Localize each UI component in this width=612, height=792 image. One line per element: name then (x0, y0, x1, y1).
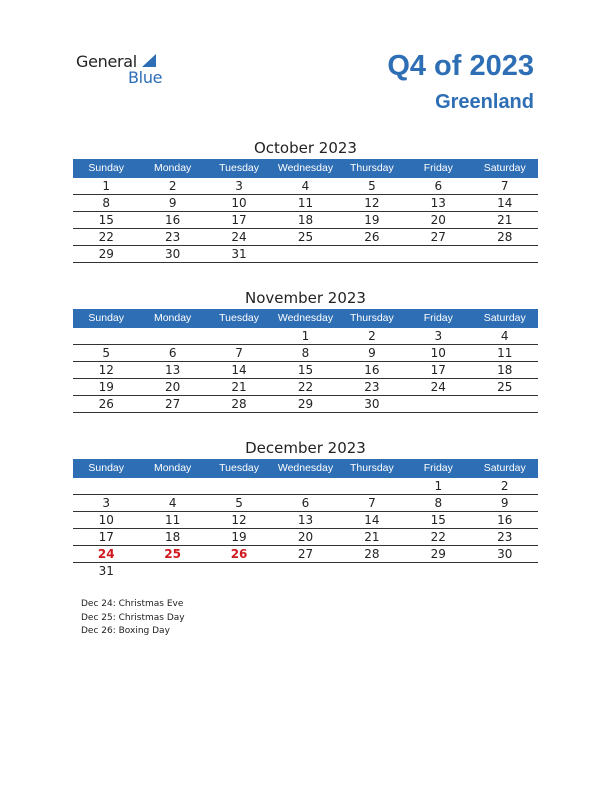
day-cell: 5 (368, 179, 376, 193)
empty-day-cell (73, 328, 139, 344)
day-cell: 31 (98, 564, 114, 578)
day-cell: 17 (98, 530, 114, 544)
week-row (73, 195, 538, 212)
day-cell: 22 (430, 530, 446, 544)
day-cell: 12 (364, 196, 380, 210)
day-cell: 14 (497, 196, 513, 210)
day-cell: 11 (297, 196, 314, 210)
day-cell: 31 (231, 247, 247, 261)
weekday-header: Wednesday (277, 462, 334, 474)
weekday-header: Friday (423, 462, 453, 474)
empty-day-cell (272, 563, 338, 579)
holiday-notes (81, 598, 185, 639)
weekday-header: Tuesday (219, 162, 259, 174)
day-cell: 1 (102, 179, 111, 193)
day-cell: 18 (497, 363, 513, 377)
day-cell: 22 (98, 230, 114, 244)
day-cell: 6 (434, 179, 443, 193)
calendar-grid (73, 309, 538, 413)
month-calendar (73, 287, 538, 413)
day-cell: 27 (430, 230, 446, 244)
month-calendar (73, 137, 538, 263)
weekday-header: Friday (423, 162, 453, 174)
weekday-header-row (73, 159, 538, 178)
week-row (73, 345, 538, 362)
day-cell: 3 (102, 496, 111, 510)
day-cell: 10 (98, 513, 114, 527)
day-cell: 12 (98, 363, 114, 377)
day-cell: 24 (97, 547, 115, 561)
weekday-header: Sunday (88, 162, 125, 174)
weekday-header: Tuesday (219, 462, 259, 474)
day-cell: 26 (364, 230, 380, 244)
empty-day-cell (206, 478, 272, 494)
day-cell: 23 (164, 230, 181, 244)
day-cell: 25 (497, 380, 513, 394)
day-cell: 16 (164, 213, 181, 227)
day-cell: 11 (497, 346, 513, 360)
weekday-header: Tuesday (219, 312, 259, 324)
day-cell: 16 (364, 363, 380, 377)
holiday-note: Dec 25: Christmas Day (81, 612, 185, 623)
day-cell: 2 (168, 179, 177, 193)
day-cell: 10 (231, 196, 247, 210)
empty-day-cell (139, 328, 205, 344)
week-row (73, 396, 538, 413)
day-cell: 28 (231, 397, 247, 411)
day-cell: 10 (430, 346, 446, 360)
day-cell: 24 (231, 230, 247, 244)
day-cell: 27 (297, 547, 314, 561)
day-cell: 3 (434, 329, 443, 343)
empty-day-cell (139, 478, 205, 494)
weekday-header: Saturday (483, 312, 526, 324)
month-title: October 2023 (254, 139, 357, 157)
day-cell: 15 (430, 513, 446, 527)
empty-day-cell (405, 396, 471, 412)
day-cell: 24 (430, 380, 446, 394)
day-cell: 26 (98, 397, 114, 411)
day-cell: 30 (164, 247, 181, 261)
weekday-header: Thursday (350, 312, 394, 324)
empty-day-cell (339, 246, 405, 262)
region-name: Greenland (435, 91, 534, 113)
holiday-note: Dec 24: Christmas Eve (81, 599, 184, 609)
day-cell: 28 (364, 547, 380, 561)
day-cell: 29 (297, 397, 314, 411)
weekday-header: Monday (153, 162, 192, 174)
day-cell: 26 (230, 547, 248, 561)
weekday-header: Saturday (483, 162, 526, 174)
week-row (73, 478, 538, 495)
day-cell: 1 (434, 479, 443, 493)
day-cell: 9 (168, 196, 177, 210)
day-cell: 15 (98, 213, 114, 227)
week-row (73, 563, 538, 579)
empty-day-cell (472, 246, 538, 262)
day-cell: 12 (231, 513, 247, 527)
week-row (73, 379, 538, 396)
logo-text-blue: Blue (128, 68, 163, 87)
empty-day-cell (206, 563, 272, 579)
weekday-header: Monday (153, 312, 192, 324)
day-cell: 17 (231, 213, 247, 227)
day-cell: 13 (297, 513, 314, 527)
empty-day-cell (139, 563, 205, 579)
day-cell: 9 (500, 496, 509, 510)
month-title: December 2023 (245, 439, 366, 457)
day-cell: 7 (500, 179, 509, 193)
empty-day-cell (472, 396, 538, 412)
day-cell: 9 (368, 346, 376, 360)
day-cell: 8 (102, 196, 111, 210)
day-cell: 14 (231, 363, 247, 377)
day-cell: 30 (497, 547, 513, 561)
day-cell: 16 (497, 513, 513, 527)
week-row (73, 178, 538, 195)
holiday-note: Dec 26: Boxing Day (81, 626, 170, 636)
day-cell: 6 (168, 346, 177, 360)
week-row (73, 229, 538, 246)
day-cell: 23 (364, 380, 380, 394)
day-cell: 8 (301, 346, 310, 360)
day-cell: 6 (301, 496, 310, 510)
day-cell: 5 (102, 346, 111, 360)
day-cell: 14 (364, 513, 380, 527)
weekday-header: Monday (153, 462, 192, 474)
day-cell: 19 (364, 213, 380, 227)
day-cell: 30 (364, 397, 380, 411)
weekday-header: Thursday (350, 162, 394, 174)
day-cell: 18 (164, 530, 181, 544)
empty-day-cell (206, 328, 272, 344)
day-cell: 29 (98, 247, 114, 261)
day-cell: 21 (497, 213, 513, 227)
month-calendar (73, 437, 538, 579)
empty-day-cell (73, 478, 139, 494)
week-row (73, 212, 538, 229)
empty-day-cell (272, 246, 338, 262)
day-cell: 2 (500, 479, 509, 493)
day-cell: 11 (164, 513, 181, 527)
day-cell: 7 (368, 496, 376, 510)
day-cell: 2 (368, 329, 376, 343)
day-cell: 4 (500, 329, 509, 343)
empty-day-cell (405, 246, 471, 262)
day-cell: 13 (430, 196, 446, 210)
empty-day-cell (272, 478, 338, 494)
day-cell: 17 (430, 363, 446, 377)
week-row (73, 512, 538, 529)
day-cell: 3 (235, 179, 243, 193)
day-cell: 23 (497, 530, 513, 544)
weekday-header-row (73, 309, 538, 328)
day-cell: 27 (164, 397, 181, 411)
week-row (73, 546, 538, 563)
day-cell: 13 (164, 363, 181, 377)
day-cell: 29 (430, 547, 446, 561)
day-cell: 7 (235, 346, 243, 360)
weekday-header: Sunday (88, 462, 125, 474)
weekday-header: Wednesday (277, 162, 334, 174)
day-cell: 18 (297, 213, 314, 227)
week-row (73, 328, 538, 345)
day-cell: 25 (297, 230, 314, 244)
day-cell: 25 (164, 547, 181, 561)
day-cell: 20 (297, 530, 314, 544)
calendar-grid (73, 459, 538, 579)
empty-day-cell (339, 563, 405, 579)
day-cell: 22 (297, 380, 314, 394)
day-cell: 28 (497, 230, 513, 244)
calendar-grid (73, 159, 538, 263)
weekday-header: Thursday (350, 462, 394, 474)
day-cell: 4 (301, 179, 310, 193)
week-row (73, 246, 538, 263)
logo-text-general: General (76, 52, 137, 71)
month-title: November 2023 (245, 289, 366, 307)
weekday-header-row (73, 459, 538, 478)
day-cell: 20 (430, 213, 446, 227)
day-cell: 5 (235, 496, 243, 510)
logo-triangle-icon (142, 54, 156, 67)
day-cell: 19 (98, 380, 114, 394)
day-cell: 1 (301, 329, 310, 343)
day-cell: 21 (231, 380, 247, 394)
week-row (73, 495, 538, 512)
day-cell: 19 (231, 530, 247, 544)
week-row (73, 362, 538, 379)
weekday-header: Saturday (483, 462, 526, 474)
weekday-header: Wednesday (277, 312, 334, 324)
day-cell: 8 (434, 496, 443, 510)
week-row (73, 529, 538, 546)
generalblue-logo (76, 52, 186, 88)
empty-day-cell (472, 563, 538, 579)
empty-day-cell (339, 478, 405, 494)
day-cell: 4 (168, 496, 177, 510)
day-cell: 20 (164, 380, 181, 394)
page-title: Q4 of 2023 (387, 50, 534, 82)
weekday-header: Sunday (88, 312, 125, 324)
day-cell: 15 (297, 363, 314, 377)
weekday-header: Friday (423, 312, 453, 324)
empty-day-cell (405, 563, 471, 579)
day-cell: 21 (364, 530, 380, 544)
